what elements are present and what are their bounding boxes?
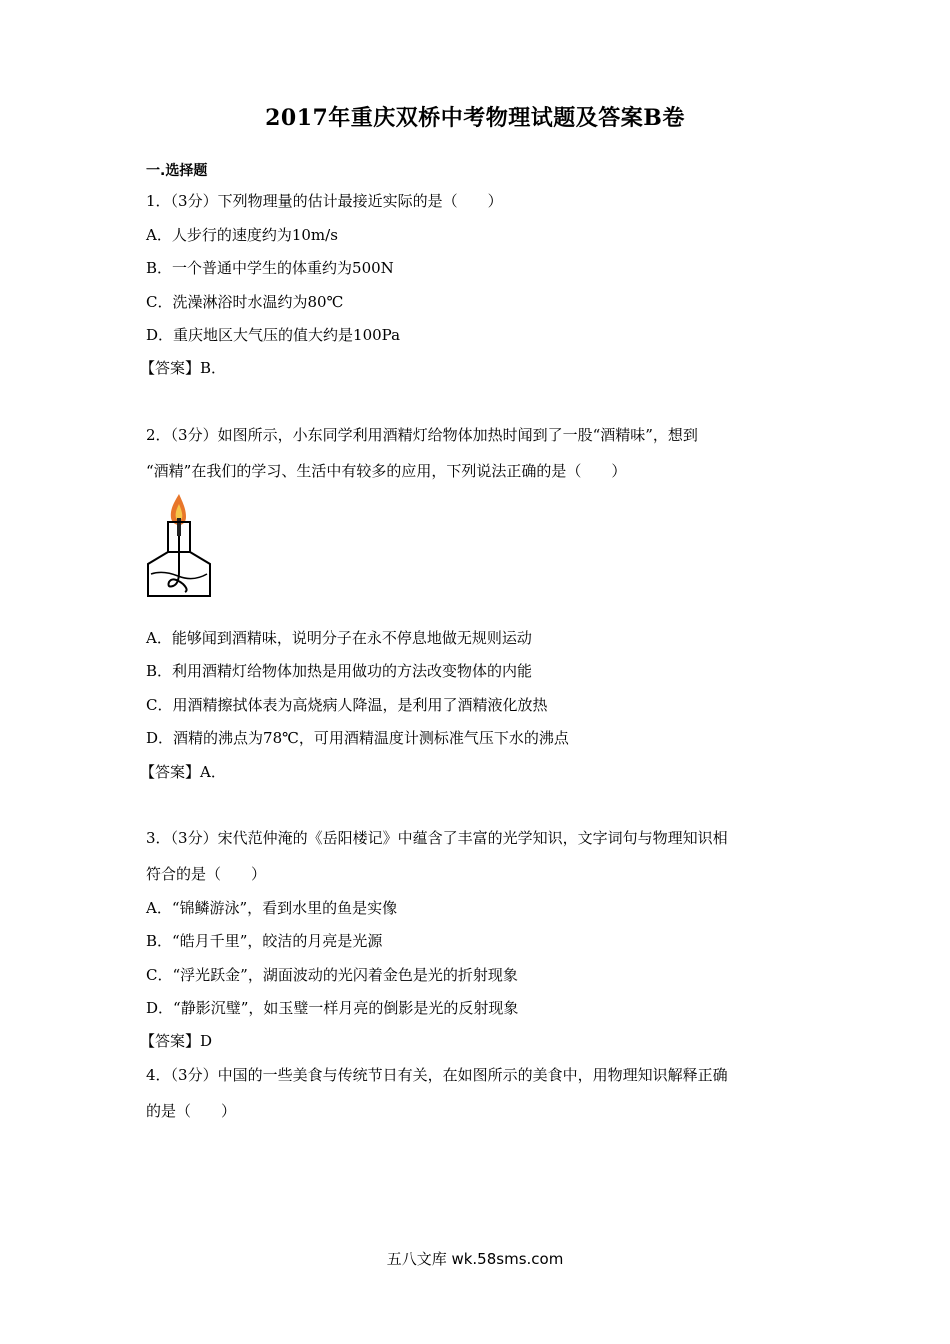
alcohol-lamp-figure bbox=[143, 492, 213, 604]
footer-watermark[interactable]: 五八文库 wk.58sms.com bbox=[386, 1250, 564, 1268]
question-1-option-d: D．重庆地区大气压的值大约是100Pa bbox=[146, 326, 401, 344]
question-1-answer: 【答案】B． bbox=[140, 359, 227, 377]
question-2-option-a: A．能够闻到酒精味，说明分子在永不停息地做无规则运动 bbox=[146, 629, 532, 647]
wick bbox=[177, 518, 181, 536]
question-3-stem-line-1: 3．（3分）宋代范仲淹的《岳阳楼记》中蕴含了丰富的光学知识，文字词句与物理知识相 bbox=[146, 829, 728, 847]
question-4-stem-line-1: 4．（3分）中国的一些美食与传统节日有关，在如图所示的美食中，用物理知识解释正确 bbox=[146, 1066, 728, 1084]
question-1-option-c: C．洗澡淋浴时水温约为80℃ bbox=[146, 293, 344, 311]
question-3-option-b: B．“皓月千里”，皎洁的月亮是光源 bbox=[146, 932, 383, 950]
section-heading: 一.选择题 bbox=[146, 163, 208, 179]
question-3-option-d: D．“静影沉璧”，如玉璧一样月亮的倒影是光的反射现象 bbox=[146, 999, 519, 1017]
question-2-stem-line-2: “酒精”在我们的学习、生活中有较多的应用，下列说法正确的是（ ） bbox=[146, 462, 627, 480]
question-2-answer: 【答案】A． bbox=[140, 763, 226, 781]
question-3-option-c: C．“浮光跃金”，湖面波动的光闪着金色是光的折射现象 bbox=[146, 966, 518, 984]
question-4-stem-line-2: 的是（ ） bbox=[146, 1102, 237, 1120]
question-1-stem: 1．（3分）下列物理量的估计最接近实际的是（ ） bbox=[146, 192, 503, 210]
question-2-option-d: D．酒精的沸点为78℃，可用酒精温度计测标准气压下水的沸点 bbox=[146, 729, 569, 747]
wick-coil bbox=[169, 536, 187, 592]
question-3-answer: 【答案】D bbox=[140, 1032, 213, 1050]
question-1-option-b: B．一个普通中学生的体重约为500N bbox=[146, 259, 394, 277]
question-3-option-a: A．“锦鳞游泳”，看到水里的鱼是实像 bbox=[146, 899, 398, 917]
page-title: 2017年重庆双桥中考物理试题及答案B卷 bbox=[265, 105, 685, 131]
question-2-stem-line-1: 2．（3分）如图所示，小东同学利用酒精灯给物体加热时闻到了一股“酒精味”，想到 bbox=[146, 426, 698, 444]
question-1-option-a: A．人步行的速度约为10m/s bbox=[146, 226, 338, 244]
question-3-stem-line-2: 符合的是（ ） bbox=[146, 865, 267, 883]
question-2-option-b: B．利用酒精灯给物体加热是用做功的方法改变物体的内能 bbox=[146, 662, 533, 680]
question-2-option-c: C．用酒精擦拭体表为高烧病人降温，是利用了酒精液化放热 bbox=[146, 696, 548, 714]
